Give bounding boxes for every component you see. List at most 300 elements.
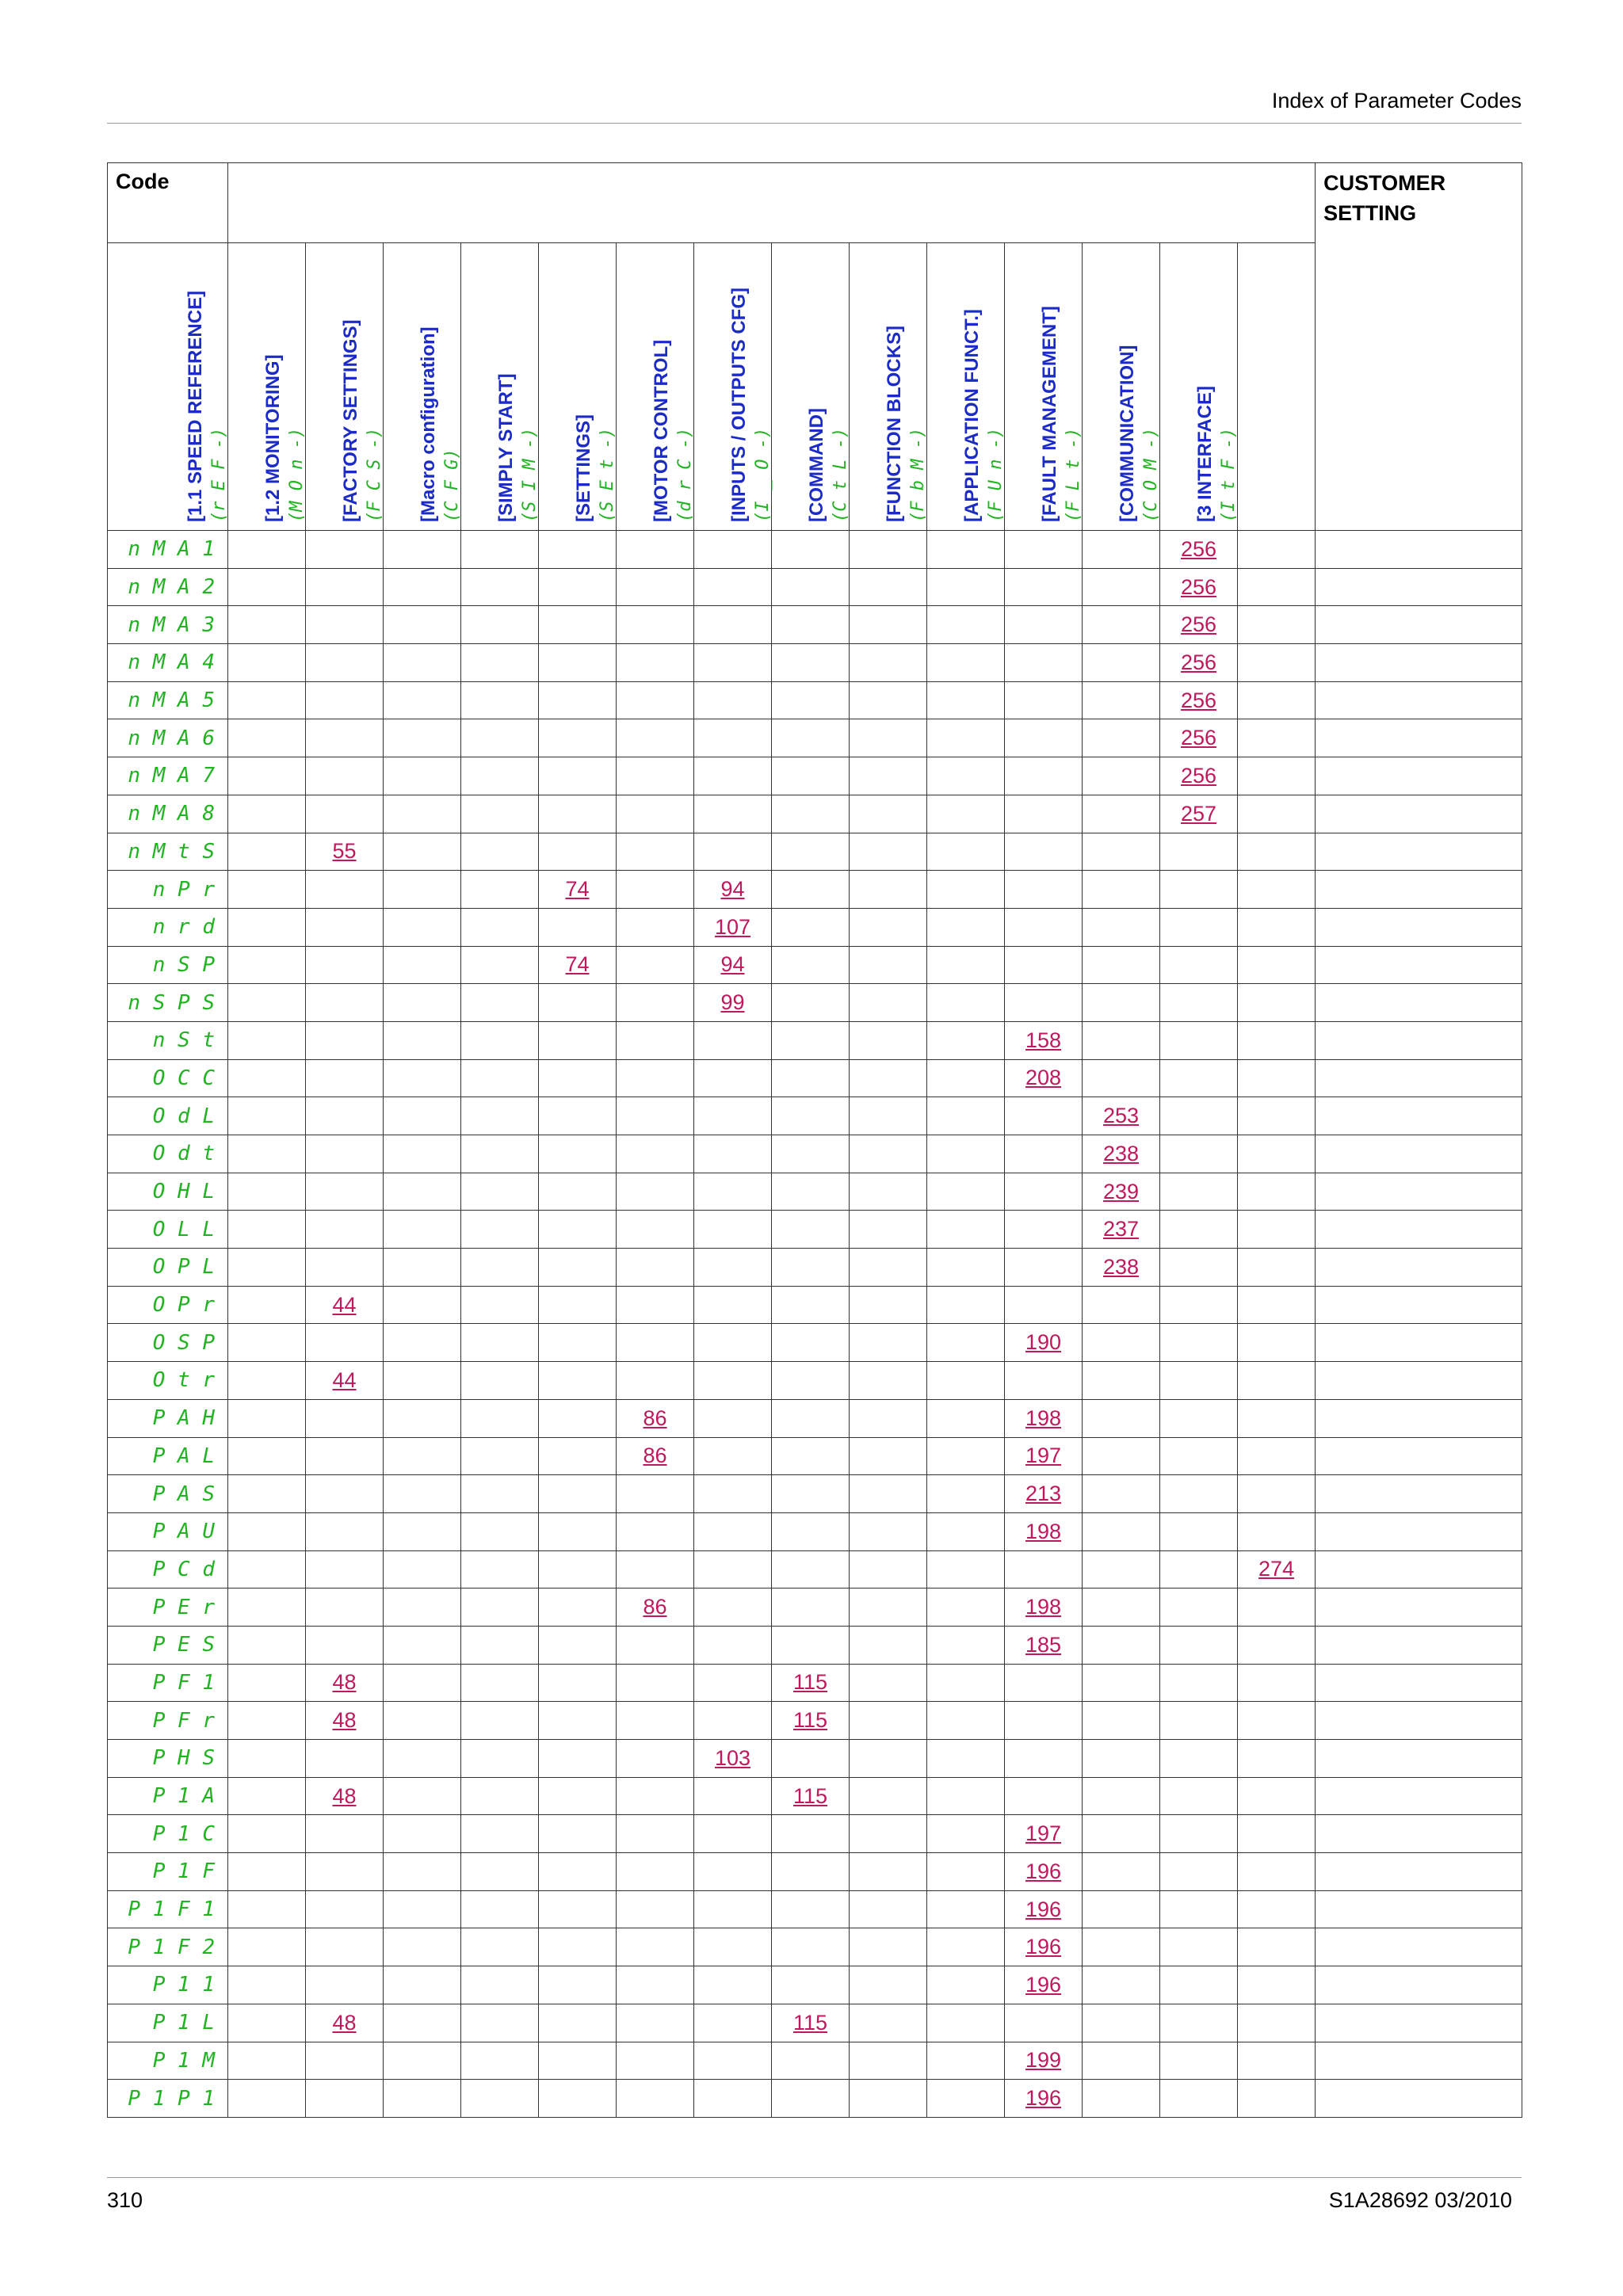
empty-cell — [384, 1437, 461, 1475]
empty-cell — [306, 1928, 384, 1966]
empty-cell — [306, 719, 384, 757]
empty-cell — [1160, 1475, 1238, 1513]
page-reference-link[interactable]: 86 — [617, 1399, 694, 1437]
customer-setting-cell — [1316, 719, 1522, 757]
page-reference-link[interactable]: 238 — [1083, 1249, 1160, 1287]
customer-setting-cell — [1316, 1059, 1522, 1097]
parameter-code: O C C — [108, 1059, 228, 1097]
menu-label — [572, 242, 620, 522]
empty-cell — [1160, 1928, 1238, 1966]
menu-label — [339, 242, 387, 522]
empty-cell — [461, 1021, 539, 1059]
empty-cell — [1083, 719, 1160, 757]
page-reference-link[interactable]: 238 — [1083, 1135, 1160, 1173]
page-reference-link[interactable]: 48 — [306, 2004, 384, 2042]
empty-cell — [461, 1324, 539, 1362]
empty-cell — [850, 871, 927, 909]
empty-cell — [1238, 644, 1316, 682]
empty-cell — [927, 1399, 1005, 1437]
empty-cell — [384, 1512, 461, 1550]
empty-cell — [850, 1890, 927, 1928]
page-reference-link[interactable]: 99 — [694, 984, 772, 1022]
empty-cell — [1160, 908, 1238, 946]
empty-cell — [617, 2080, 694, 2118]
customer-setting-cell — [1316, 1286, 1522, 1324]
page-reference-link[interactable]: 199 — [1005, 2042, 1083, 2080]
empty-cell — [1238, 606, 1316, 644]
empty-cell — [850, 1286, 927, 1324]
page-reference-link[interactable]: 253 — [1083, 1097, 1160, 1135]
table-row — [108, 946, 1522, 984]
empty-cell — [461, 1135, 539, 1173]
empty-cell — [694, 1324, 772, 1362]
empty-cell — [850, 2004, 927, 2042]
page-reference-link[interactable]: 256 — [1160, 644, 1238, 682]
empty-cell — [1083, 2004, 1160, 2042]
empty-cell — [1083, 1324, 1160, 1362]
empty-cell — [772, 606, 850, 644]
empty-cell — [539, 1890, 617, 1928]
empty-cell — [850, 1475, 927, 1513]
empty-cell — [306, 1324, 384, 1362]
page-reference-link[interactable]: 256 — [1160, 531, 1238, 569]
menu-title: [COMMAND] — [806, 408, 827, 522]
table-row — [108, 2004, 1522, 2042]
empty-cell — [1005, 2004, 1083, 2042]
page-reference-link[interactable]: 196 — [1005, 1853, 1083, 1891]
empty-cell — [539, 1097, 617, 1135]
empty-cell — [306, 1550, 384, 1589]
empty-cell — [927, 2004, 1005, 2042]
empty-cell — [384, 681, 461, 719]
empty-cell — [228, 1362, 306, 1400]
customer-header-line-2: SETTING — [1323, 201, 1417, 225]
empty-cell — [306, 1966, 384, 2004]
empty-cell — [617, 1211, 694, 1249]
empty-cell — [617, 606, 694, 644]
empty-cell — [461, 1928, 539, 1966]
empty-cell — [694, 1021, 772, 1059]
empty-cell — [1005, 833, 1083, 871]
empty-cell — [1083, 1550, 1160, 1589]
page-reference-link[interactable]: 115 — [772, 1777, 850, 1815]
empty-cell — [539, 568, 617, 606]
page-reference-link[interactable]: 257 — [1160, 795, 1238, 833]
empty-cell — [306, 1740, 384, 1778]
empty-cell — [927, 2080, 1005, 2118]
empty-cell — [1083, 1626, 1160, 1664]
empty-cell — [927, 757, 1005, 795]
customer-setting-cell — [1316, 1890, 1522, 1928]
empty-cell — [539, 606, 617, 644]
empty-cell — [461, 1059, 539, 1097]
parameter-code: P E r — [108, 1589, 228, 1627]
page-reference-link[interactable]: 256 — [1160, 568, 1238, 606]
menu-column-header — [1194, 243, 1316, 531]
empty-cell — [1083, 1286, 1160, 1324]
page-reference-link[interactable]: 208 — [1005, 1059, 1083, 1097]
page-reference-link[interactable]: 107 — [694, 908, 772, 946]
menu-title: [Macro configuration] — [418, 326, 439, 522]
empty-cell — [850, 795, 927, 833]
customer-setting-cell — [1316, 2080, 1522, 2118]
table-row — [108, 1097, 1522, 1135]
empty-cell — [694, 795, 772, 833]
customer-setting-cell — [1316, 1173, 1522, 1211]
empty-cell — [772, 719, 850, 757]
page-reference-link[interactable]: 196 — [1005, 1890, 1083, 1928]
customer-setting-cell — [1316, 2004, 1522, 2042]
page-reference-link[interactable]: 239 — [1083, 1173, 1160, 1211]
empty-cell — [927, 1135, 1005, 1173]
empty-cell — [850, 1626, 927, 1664]
customer-setting-cell — [1316, 644, 1522, 682]
empty-cell — [927, 1059, 1005, 1097]
empty-cell — [228, 833, 306, 871]
empty-cell — [228, 1249, 306, 1287]
empty-cell — [539, 1135, 617, 1173]
empty-cell — [694, 681, 772, 719]
empty-cell — [228, 644, 306, 682]
empty-cell — [228, 2042, 306, 2080]
page-reference-link[interactable]: 48 — [306, 1664, 384, 1702]
empty-cell — [927, 1362, 1005, 1400]
customer-setting-cell — [1316, 1324, 1522, 1362]
empty-cell — [694, 1589, 772, 1627]
empty-cell — [539, 1399, 617, 1437]
code-column-header: Code — [108, 163, 228, 243]
menu-code: (F U n -) — [986, 427, 1006, 522]
empty-cell — [617, 871, 694, 909]
empty-cell — [539, 1740, 617, 1778]
empty-cell — [306, 908, 384, 946]
empty-cell — [461, 1512, 539, 1550]
empty-cell — [694, 1928, 772, 1966]
empty-cell — [850, 1399, 927, 1437]
empty-cell — [772, 2080, 850, 2118]
empty-cell — [694, 1399, 772, 1437]
empty-cell — [1238, 1362, 1316, 1400]
parameter-code: n M t S — [108, 833, 228, 871]
empty-cell — [1083, 1853, 1160, 1891]
customer-setting-cell — [1316, 757, 1522, 795]
empty-cell — [384, 1399, 461, 1437]
customer-setting-cell — [1316, 1853, 1522, 1891]
empty-cell — [617, 1815, 694, 1853]
empty-cell — [927, 644, 1005, 682]
empty-cell — [694, 644, 772, 682]
page-reference-link[interactable]: 115 — [772, 2004, 850, 2042]
empty-cell — [617, 1286, 694, 1324]
page-reference-link[interactable]: 74 — [539, 946, 617, 984]
page-reference-link[interactable]: 44 — [306, 1362, 384, 1400]
empty-cell — [461, 1740, 539, 1778]
empty-cell — [850, 1211, 927, 1249]
page-reference-link[interactable]: 158 — [1005, 1021, 1083, 1059]
parameter-code: P F r — [108, 1702, 228, 1740]
empty-cell — [927, 946, 1005, 984]
empty-cell — [306, 1589, 384, 1627]
table-row — [108, 757, 1522, 795]
empty-cell — [850, 1853, 927, 1891]
empty-cell — [461, 568, 539, 606]
page-reference-link[interactable]: 198 — [1005, 1512, 1083, 1550]
customer-setting-cell — [1316, 1702, 1522, 1740]
empty-cell — [927, 568, 1005, 606]
menu-code: (C F G) — [442, 448, 462, 522]
empty-cell — [617, 2042, 694, 2080]
page-reference-link[interactable]: 74 — [539, 871, 617, 909]
empty-cell — [461, 1702, 539, 1740]
empty-cell — [772, 1286, 850, 1324]
empty-cell — [539, 1249, 617, 1287]
empty-cell — [927, 681, 1005, 719]
empty-cell — [306, 871, 384, 909]
page-reference-link[interactable]: 115 — [772, 1664, 850, 1702]
empty-cell — [772, 568, 850, 606]
empty-cell — [1083, 606, 1160, 644]
empty-cell — [228, 1777, 306, 1815]
empty-cell — [772, 1928, 850, 1966]
menus-header-spacer — [228, 163, 1316, 243]
empty-cell — [1238, 1173, 1316, 1211]
customer-setting-cell — [1316, 1249, 1522, 1287]
empty-cell — [694, 1550, 772, 1589]
empty-cell — [384, 1211, 461, 1249]
menu-title: [INPUTS / OUTPUTS CFG] — [728, 288, 750, 522]
menu-title: [1.2 MONITORING] — [262, 354, 284, 522]
empty-cell — [539, 719, 617, 757]
empty-cell — [1083, 1777, 1160, 1815]
page-reference-link[interactable]: 94 — [694, 946, 772, 984]
parameter-code: P 1 C — [108, 1815, 228, 1853]
empty-cell — [228, 568, 306, 606]
empty-cell — [1005, 1664, 1083, 1702]
empty-cell — [461, 757, 539, 795]
empty-cell — [1238, 1021, 1316, 1059]
empty-cell — [850, 1512, 927, 1550]
empty-cell — [461, 2004, 539, 2042]
empty-cell — [539, 1815, 617, 1853]
empty-cell — [694, 1097, 772, 1135]
parameter-code: O P r — [108, 1286, 228, 1324]
empty-cell — [772, 908, 850, 946]
empty-cell — [306, 795, 384, 833]
empty-cell — [1238, 2042, 1316, 2080]
empty-cell — [694, 1059, 772, 1097]
empty-cell — [1238, 1059, 1316, 1097]
empty-cell — [1160, 2042, 1238, 2080]
empty-cell — [850, 1664, 927, 1702]
page-reference-link[interactable]: 94 — [694, 871, 772, 909]
empty-cell — [694, 2004, 772, 2042]
empty-cell — [1005, 681, 1083, 719]
customer-setting-cell — [1316, 946, 1522, 984]
empty-cell — [772, 1890, 850, 1928]
page-reference-link[interactable]: 48 — [306, 1702, 384, 1740]
table-row — [108, 1286, 1522, 1324]
page-reference-link[interactable]: 256 — [1160, 757, 1238, 795]
empty-cell — [772, 1021, 850, 1059]
parameter-code: P 1 A — [108, 1777, 228, 1815]
empty-cell — [617, 644, 694, 682]
table-row — [108, 871, 1522, 909]
empty-cell — [927, 1853, 1005, 1891]
empty-cell — [694, 1664, 772, 1702]
empty-cell — [927, 531, 1005, 569]
empty-cell — [1238, 531, 1316, 569]
empty-cell — [850, 1362, 927, 1400]
page-reference-link[interactable]: 196 — [1005, 1928, 1083, 1966]
empty-cell — [228, 871, 306, 909]
empty-cell — [228, 1664, 306, 1702]
menu-label — [262, 242, 309, 522]
page-reference-link[interactable]: 48 — [306, 1777, 384, 1815]
empty-cell — [1083, 1021, 1160, 1059]
empty-cell — [927, 1966, 1005, 2004]
empty-cell — [1083, 1512, 1160, 1550]
empty-cell — [772, 833, 850, 871]
table-row — [108, 1437, 1522, 1475]
table-row — [108, 1702, 1522, 1740]
empty-cell — [850, 1966, 927, 2004]
page-reference-link[interactable]: 198 — [1005, 1589, 1083, 1627]
empty-cell — [694, 606, 772, 644]
empty-cell — [927, 871, 1005, 909]
empty-cell — [850, 984, 927, 1022]
empty-cell — [617, 1475, 694, 1513]
empty-cell — [539, 833, 617, 871]
empty-cell — [539, 1550, 617, 1589]
empty-cell — [927, 1097, 1005, 1135]
parameter-code: P 1 L — [108, 2004, 228, 2042]
page-reference-link[interactable]: 197 — [1005, 1437, 1083, 1475]
empty-cell — [1083, 1702, 1160, 1740]
menu-title: [MOTOR CONTROL] — [651, 339, 672, 522]
empty-cell — [384, 1626, 461, 1664]
empty-cell — [384, 946, 461, 984]
empty-cell — [306, 757, 384, 795]
page-reference-link[interactable]: 213 — [1005, 1475, 1083, 1513]
page-reference-link[interactable]: 237 — [1083, 1211, 1160, 1249]
menu-label — [417, 242, 464, 522]
empty-cell — [617, 1512, 694, 1550]
page-reference-link[interactable]: 256 — [1160, 681, 1238, 719]
empty-cell — [461, 1437, 539, 1475]
empty-cell — [1238, 681, 1316, 719]
empty-cell — [384, 1853, 461, 1891]
empty-cell — [617, 1021, 694, 1059]
table-row — [108, 1815, 1522, 1853]
parameter-index-table — [107, 162, 1522, 2118]
empty-cell — [772, 1966, 850, 2004]
empty-cell — [1160, 1890, 1238, 1928]
customer-setting-cell — [1316, 1475, 1522, 1513]
empty-cell — [1160, 1173, 1238, 1211]
empty-cell — [1238, 1966, 1316, 2004]
empty-cell — [384, 1740, 461, 1778]
page-reference-link[interactable]: 44 — [306, 1286, 384, 1324]
page-reference-link[interactable]: 256 — [1160, 606, 1238, 644]
customer-setting-cell — [1316, 568, 1522, 606]
empty-cell — [228, 531, 306, 569]
empty-cell — [927, 1475, 1005, 1513]
page-reference-link[interactable]: 185 — [1005, 1626, 1083, 1664]
empty-cell — [228, 908, 306, 946]
empty-cell — [1083, 833, 1160, 871]
page-reference-link[interactable]: 86 — [617, 1437, 694, 1475]
empty-cell — [306, 946, 384, 984]
empty-cell — [1160, 1286, 1238, 1324]
page-reference-link[interactable]: 86 — [617, 1589, 694, 1627]
empty-cell — [461, 1626, 539, 1664]
page-reference-link[interactable]: 55 — [306, 833, 384, 871]
page-reference-link[interactable]: 196 — [1005, 1966, 1083, 2004]
empty-cell — [1083, 908, 1160, 946]
empty-cell — [850, 2042, 927, 2080]
parameter-code: P H S — [108, 1740, 228, 1778]
page-reference-link[interactable]: 190 — [1005, 1324, 1083, 1362]
empty-cell — [1005, 984, 1083, 1022]
parameter-code: n M A 6 — [108, 719, 228, 757]
empty-cell — [772, 795, 850, 833]
empty-cell — [617, 1059, 694, 1097]
empty-cell — [306, 1437, 384, 1475]
empty-cell — [772, 1589, 850, 1627]
table-row — [108, 719, 1522, 757]
empty-cell — [1083, 568, 1160, 606]
page-reference-link[interactable]: 196 — [1005, 2080, 1083, 2118]
empty-cell — [539, 1475, 617, 1513]
customer-setting-cell — [1316, 908, 1522, 946]
empty-cell — [772, 1437, 850, 1475]
empty-cell — [228, 681, 306, 719]
parameter-code: P E S — [108, 1626, 228, 1664]
empty-cell — [539, 1512, 617, 1550]
empty-cell — [228, 1966, 306, 2004]
empty-cell — [1083, 644, 1160, 682]
empty-cell — [1005, 1249, 1083, 1287]
empty-cell — [539, 1362, 617, 1400]
empty-cell — [1160, 1512, 1238, 1550]
empty-cell — [539, 2080, 617, 2118]
page-reference-link[interactable]: 274 — [1238, 1550, 1316, 1589]
empty-cell — [539, 984, 617, 1022]
page-reference-link[interactable]: 256 — [1160, 719, 1238, 757]
empty-cell — [1083, 2080, 1160, 2118]
empty-cell — [694, 1815, 772, 1853]
customer-setting-cell — [1316, 1135, 1522, 1173]
empty-cell — [617, 1928, 694, 1966]
page-reference-link[interactable]: 103 — [694, 1740, 772, 1778]
menu-code: (C O M -) — [1141, 427, 1161, 522]
empty-cell — [1160, 1135, 1238, 1173]
empty-cell — [384, 1286, 461, 1324]
empty-cell — [1238, 719, 1316, 757]
page-reference-link[interactable]: 198 — [1005, 1399, 1083, 1437]
empty-cell — [927, 1589, 1005, 1627]
menu-title: [SETTINGS] — [573, 414, 594, 522]
customer-setting-cell — [1316, 1211, 1522, 1249]
empty-cell — [1083, 1399, 1160, 1437]
table-row — [108, 568, 1522, 606]
page-reference-link[interactable]: 197 — [1005, 1815, 1083, 1853]
empty-cell — [772, 681, 850, 719]
empty-cell — [384, 2042, 461, 2080]
page-reference-link[interactable]: 115 — [772, 1702, 850, 1740]
customer-setting-cell — [1316, 1589, 1522, 1627]
empty-cell — [1238, 2004, 1316, 2042]
